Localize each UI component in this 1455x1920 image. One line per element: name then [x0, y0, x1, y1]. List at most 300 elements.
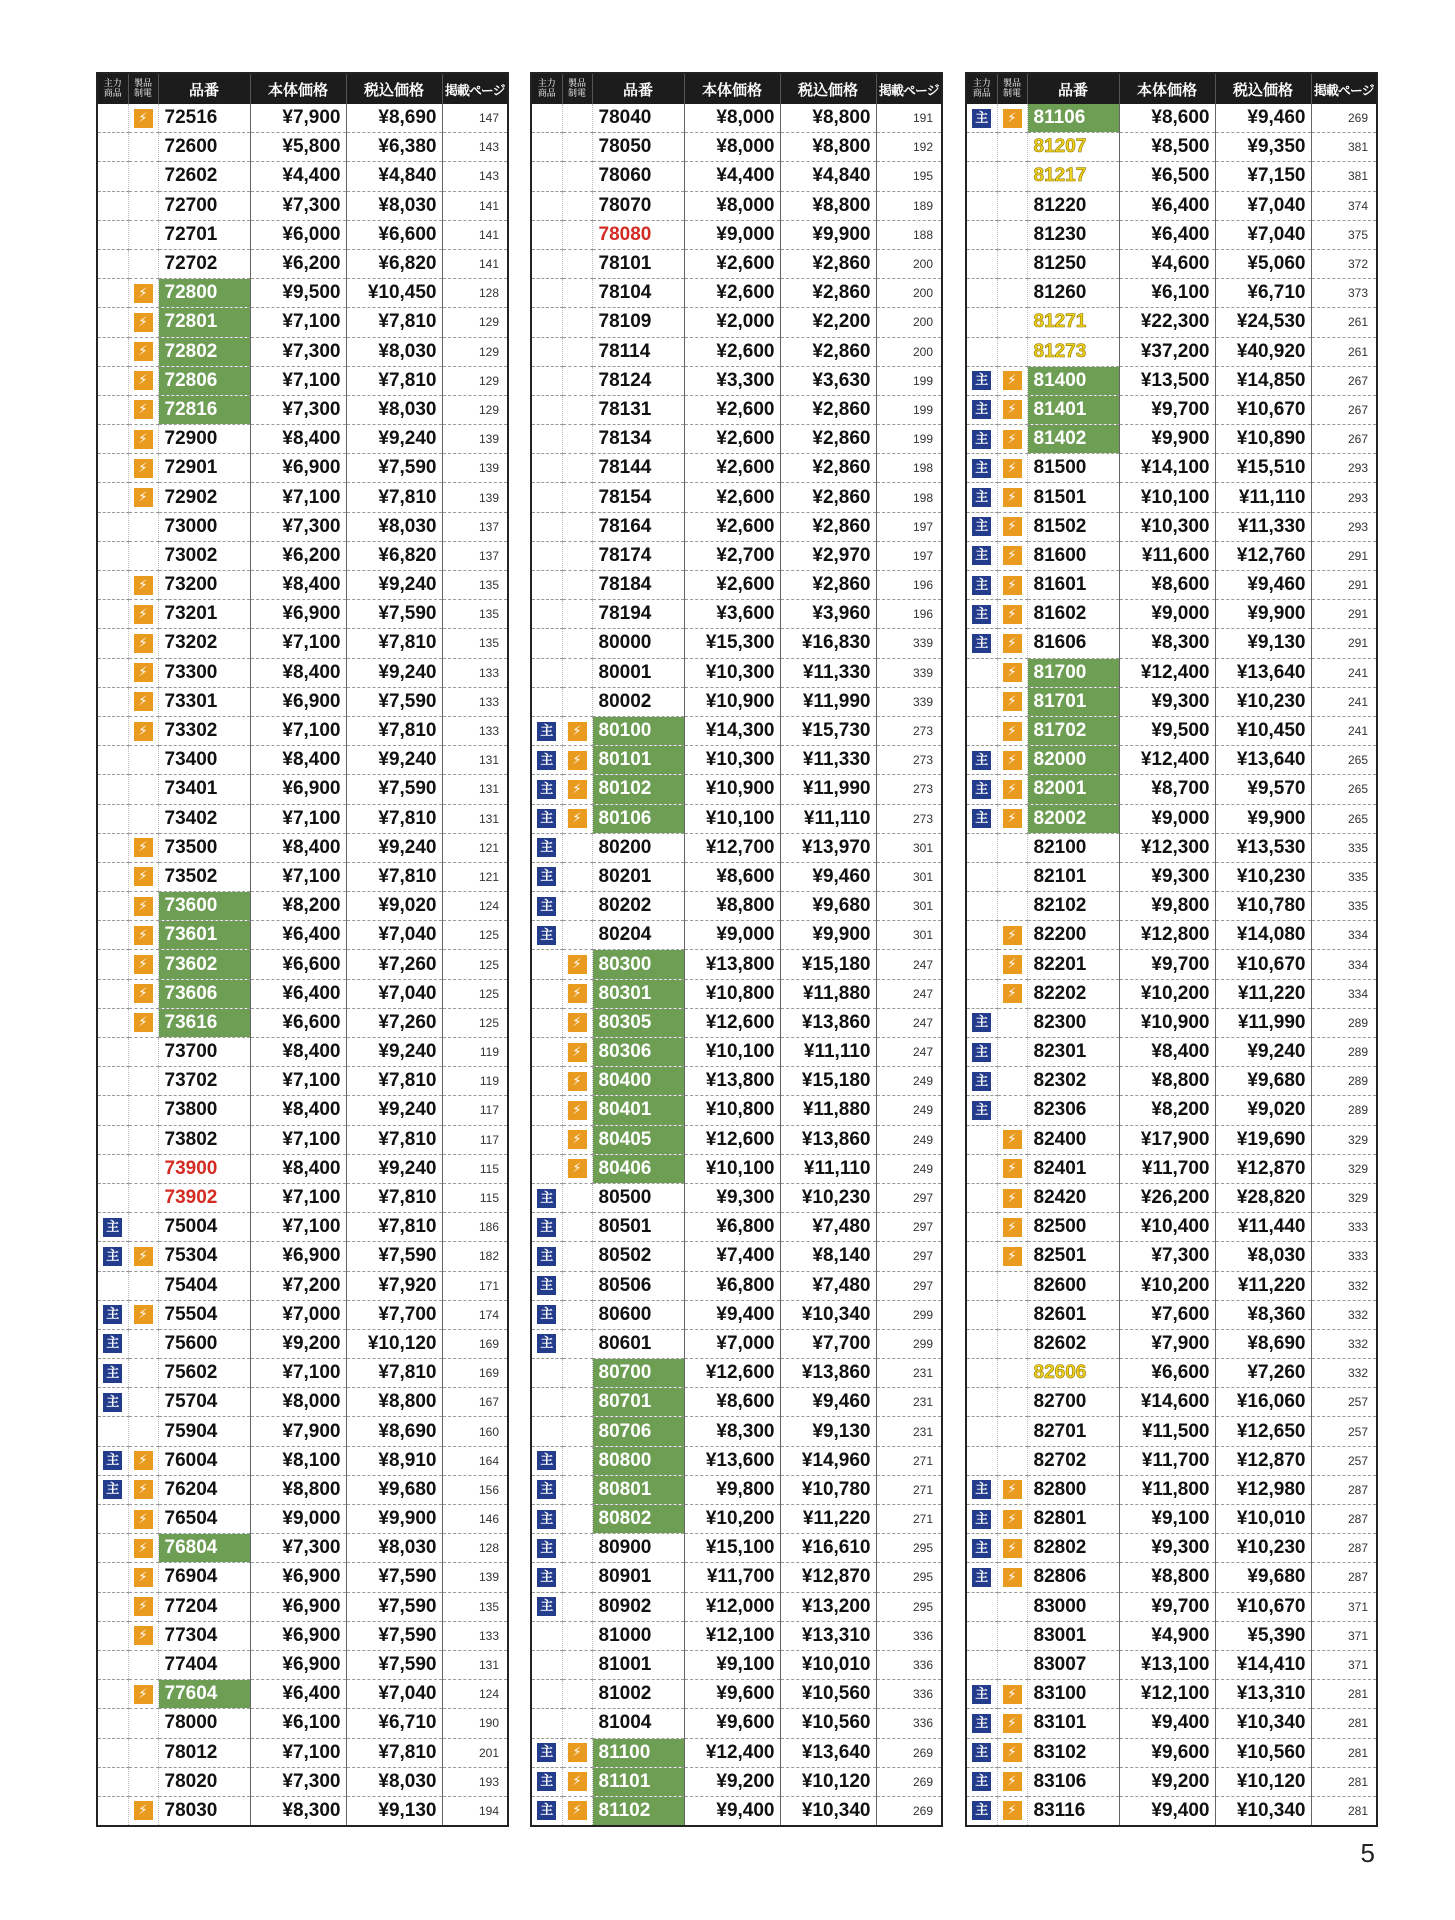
lightning-bolt-icon: ⚡	[134, 430, 153, 449]
page-ref: 289	[1311, 1096, 1376, 1125]
tax-price: ¥9,240	[346, 425, 442, 454]
header-main-product: 主力 商品	[532, 74, 562, 104]
table-row	[98, 1505, 507, 1534]
antistatic-cell	[128, 1154, 158, 1183]
main-product-cell	[532, 921, 562, 950]
base-price: ¥7,100	[250, 1359, 346, 1388]
main-product-cell	[967, 804, 997, 833]
main-product-icon: 主	[537, 926, 556, 945]
tax-price: ¥13,860	[780, 1008, 876, 1037]
table-row	[967, 921, 1376, 950]
tax-price: ¥10,120	[780, 1767, 876, 1796]
tax-price: ¥11,220	[780, 1505, 876, 1534]
table-body	[532, 104, 941, 1825]
page-ref: 125	[442, 950, 507, 979]
main-product-cell	[967, 1271, 997, 1300]
base-price: ¥10,300	[684, 658, 780, 687]
page-ref: 333	[1311, 1213, 1376, 1242]
page-ref: 269	[876, 1738, 941, 1767]
page-ref: 247	[876, 979, 941, 1008]
main-product-cell	[967, 775, 997, 804]
tax-price: ¥8,030	[346, 191, 442, 220]
table-row	[98, 1154, 507, 1183]
main-product-cell	[98, 658, 128, 687]
table-row	[532, 1534, 941, 1563]
page-ref: 381	[1311, 162, 1376, 191]
base-price: ¥12,400	[684, 1738, 780, 1767]
base-price: ¥9,300	[684, 1183, 780, 1212]
tax-price: ¥3,630	[780, 366, 876, 395]
table-row	[532, 1125, 941, 1154]
antistatic-cell	[128, 1709, 158, 1738]
antistatic-cell	[128, 395, 158, 424]
item-code: 75404	[158, 1271, 250, 1300]
page-ref: 135	[442, 571, 507, 600]
base-price: ¥9,500	[250, 279, 346, 308]
main-product-icon: 主	[972, 1043, 991, 1062]
page-ref: 241	[1311, 687, 1376, 716]
table-row	[967, 1213, 1376, 1242]
antistatic-cell	[997, 1096, 1027, 1125]
main-product-cell	[532, 1709, 562, 1738]
antistatic-cell	[128, 1417, 158, 1446]
base-price: ¥7,900	[1119, 1329, 1215, 1358]
tax-price: ¥12,870	[1215, 1446, 1311, 1475]
page-ref: 199	[876, 425, 941, 454]
table-row	[532, 1738, 941, 1767]
tax-price: ¥8,030	[346, 337, 442, 366]
main-product-icon: 主	[972, 546, 991, 565]
antistatic-cell	[997, 1038, 1027, 1067]
table-header	[98, 74, 507, 104]
base-price: ¥7,100	[250, 1183, 346, 1212]
main-product-cell	[98, 1563, 128, 1592]
base-price: ¥9,400	[684, 1796, 780, 1825]
page-ref: 271	[876, 1505, 941, 1534]
page-ref: 332	[1311, 1359, 1376, 1388]
lightning-bolt-icon: ⚡	[568, 1772, 587, 1791]
main-product-cell	[98, 1680, 128, 1709]
base-price: ¥8,300	[1119, 629, 1215, 658]
item-code: 80300	[592, 950, 684, 979]
header-main-product: 主力 商品	[967, 74, 997, 104]
tax-price: ¥6,820	[346, 249, 442, 278]
page-ref: 133	[442, 1621, 507, 1650]
item-code: 72516	[158, 104, 250, 133]
antistatic-cell	[562, 308, 592, 337]
main-product-cell	[532, 220, 562, 249]
antistatic-cell	[997, 775, 1027, 804]
page-ref: 188	[876, 220, 941, 249]
base-price: ¥7,100	[250, 1125, 346, 1154]
lightning-bolt-icon: ⚡	[568, 780, 587, 799]
table-row	[967, 1709, 1376, 1738]
page-ref: 182	[442, 1242, 507, 1271]
page-ref: 301	[876, 921, 941, 950]
antistatic-cell	[128, 629, 158, 658]
page-ref: 301	[876, 892, 941, 921]
antistatic-cell	[128, 658, 158, 687]
lightning-bolt-icon: ⚡	[1003, 576, 1022, 595]
main-product-cell	[98, 775, 128, 804]
antistatic-cell	[997, 1271, 1027, 1300]
item-code: 81502	[1027, 512, 1119, 541]
item-code: 80401	[592, 1096, 684, 1125]
tax-price: ¥10,890	[1215, 425, 1311, 454]
table-row	[98, 1096, 507, 1125]
page-ref: 115	[442, 1154, 507, 1183]
main-product-cell	[967, 1008, 997, 1037]
page-ref: 295	[876, 1534, 941, 1563]
antistatic-cell	[562, 1738, 592, 1767]
tax-price: ¥10,230	[1215, 687, 1311, 716]
base-price: ¥26,200	[1119, 1183, 1215, 1212]
base-price: ¥8,800	[684, 892, 780, 921]
tax-price: ¥7,590	[346, 1592, 442, 1621]
main-product-cell	[532, 862, 562, 891]
base-price: ¥12,700	[684, 833, 780, 862]
main-product-cell	[967, 512, 997, 541]
item-code: 78184	[592, 571, 684, 600]
base-price: ¥6,400	[1119, 191, 1215, 220]
tax-price: ¥13,530	[1215, 833, 1311, 862]
item-code: 78144	[592, 454, 684, 483]
tax-price: ¥8,030	[1215, 1242, 1311, 1271]
antistatic-cell	[997, 1008, 1027, 1037]
base-price: ¥8,300	[250, 1796, 346, 1825]
lightning-bolt-icon: ⚡	[134, 1685, 153, 1704]
antistatic-cell	[562, 483, 592, 512]
base-price: ¥13,500	[1119, 366, 1215, 395]
item-code: 80001	[592, 658, 684, 687]
main-product-cell	[98, 1738, 128, 1767]
main-product-cell	[532, 804, 562, 833]
page-ref: 125	[442, 979, 507, 1008]
tax-price: ¥9,460	[780, 862, 876, 891]
item-code: 83106	[1027, 1767, 1119, 1796]
item-code: 81250	[1027, 249, 1119, 278]
main-product-cell	[967, 1359, 997, 1388]
item-code: 75004	[158, 1213, 250, 1242]
table-row	[532, 1475, 941, 1504]
table-row	[967, 1388, 1376, 1417]
tax-price: ¥10,120	[1215, 1767, 1311, 1796]
lightning-bolt-icon: ⚡	[1003, 692, 1022, 711]
tax-price: ¥6,380	[346, 133, 442, 162]
tax-price: ¥12,650	[1215, 1417, 1311, 1446]
antistatic-cell	[562, 1329, 592, 1358]
lightning-bolt-icon: ⚡	[134, 284, 153, 303]
table-row	[98, 687, 507, 716]
table-row	[967, 162, 1376, 191]
page-ref: 289	[1311, 1067, 1376, 1096]
main-product-cell	[532, 892, 562, 921]
table-row	[967, 1475, 1376, 1504]
tax-price: ¥10,450	[1215, 716, 1311, 745]
tax-price: ¥12,760	[1215, 541, 1311, 570]
main-product-cell	[98, 1096, 128, 1125]
item-code: 80101	[592, 746, 684, 775]
lightning-bolt-icon: ⚡	[568, 751, 587, 770]
base-price: ¥12,600	[684, 1125, 780, 1154]
base-price: ¥6,400	[250, 921, 346, 950]
base-price: ¥8,400	[250, 833, 346, 862]
page-ref: 195	[876, 162, 941, 191]
item-code: 73300	[158, 658, 250, 687]
base-price: ¥8,000	[250, 1388, 346, 1417]
tax-price: ¥7,810	[346, 483, 442, 512]
antistatic-cell	[997, 804, 1027, 833]
antistatic-cell	[997, 454, 1027, 483]
main-product-cell	[967, 833, 997, 862]
tax-price: ¥7,040	[346, 921, 442, 950]
item-code: 82201	[1027, 950, 1119, 979]
tax-price: ¥10,120	[346, 1329, 442, 1358]
main-product-cell	[532, 395, 562, 424]
table-row	[532, 454, 941, 483]
main-product-cell	[98, 1242, 128, 1271]
lightning-bolt-icon: ⚡	[568, 1801, 587, 1820]
base-price: ¥8,400	[250, 1038, 346, 1067]
tax-price: ¥10,340	[1215, 1709, 1311, 1738]
table-row	[967, 308, 1376, 337]
tax-price: ¥9,130	[1215, 629, 1311, 658]
tax-price: ¥9,240	[346, 833, 442, 862]
main-product-icon: 主	[972, 1480, 991, 1499]
tax-price: ¥9,240	[346, 1038, 442, 1067]
main-product-cell	[98, 249, 128, 278]
lightning-bolt-icon: ⚡	[1003, 546, 1022, 565]
item-code: 78030	[158, 1796, 250, 1825]
table-row	[98, 1767, 507, 1796]
main-product-cell	[967, 1096, 997, 1125]
main-product-icon: 主	[103, 1305, 122, 1324]
tax-price: ¥9,240	[346, 658, 442, 687]
item-code: 82102	[1027, 892, 1119, 921]
antistatic-cell	[128, 483, 158, 512]
page-ref: 287	[1311, 1534, 1376, 1563]
antistatic-cell	[562, 1796, 592, 1825]
antistatic-cell	[562, 1680, 592, 1709]
header-tax-price: 税込価格	[780, 74, 876, 104]
main-product-cell	[967, 1709, 997, 1738]
tax-price: ¥2,970	[780, 541, 876, 570]
main-product-icon: 主	[972, 576, 991, 595]
main-product-cell	[98, 1300, 128, 1329]
antistatic-cell	[562, 1038, 592, 1067]
page-ref: 191	[876, 104, 941, 133]
table-row	[98, 571, 507, 600]
main-product-icon: 主	[972, 751, 991, 770]
base-price: ¥9,700	[1119, 395, 1215, 424]
tax-price: ¥8,800	[780, 133, 876, 162]
base-price: ¥9,000	[1119, 804, 1215, 833]
tax-price: ¥10,780	[1215, 892, 1311, 921]
base-price: ¥7,300	[250, 395, 346, 424]
tax-price: ¥14,080	[1215, 921, 1311, 950]
antistatic-cell	[997, 892, 1027, 921]
antistatic-cell	[562, 1563, 592, 1592]
main-product-cell	[967, 1505, 997, 1534]
item-code: 80400	[592, 1067, 684, 1096]
antistatic-cell	[128, 1621, 158, 1650]
antistatic-cell	[128, 425, 158, 454]
table-row	[967, 1767, 1376, 1796]
main-product-cell	[532, 1359, 562, 1388]
tax-price: ¥12,980	[1215, 1475, 1311, 1504]
page-ref: 301	[876, 833, 941, 862]
main-product-icon: 主	[972, 1714, 991, 1733]
main-product-cell	[98, 687, 128, 716]
main-product-cell	[967, 483, 997, 512]
table-row	[967, 279, 1376, 308]
item-code: 81260	[1027, 279, 1119, 308]
tax-price: ¥6,820	[346, 541, 442, 570]
tax-price: ¥7,810	[346, 862, 442, 891]
table-row	[98, 1475, 507, 1504]
base-price: ¥12,300	[1119, 833, 1215, 862]
antistatic-cell	[997, 512, 1027, 541]
main-product-cell	[967, 1534, 997, 1563]
main-product-cell	[532, 833, 562, 862]
base-price: ¥13,800	[684, 950, 780, 979]
tax-price: ¥10,340	[1215, 1796, 1311, 1825]
page-ref: 289	[1311, 1008, 1376, 1037]
item-code: 73800	[158, 1096, 250, 1125]
page-ref: 131	[442, 775, 507, 804]
item-code: 78012	[158, 1738, 250, 1767]
table-row	[98, 308, 507, 337]
base-price: ¥10,800	[684, 979, 780, 1008]
antistatic-cell	[128, 454, 158, 483]
page-ref: 257	[1311, 1417, 1376, 1446]
antistatic-cell	[128, 1592, 158, 1621]
base-price: ¥7,300	[1119, 1242, 1215, 1271]
antistatic-cell	[997, 1563, 1027, 1592]
antistatic-cell	[562, 337, 592, 366]
table-row	[532, 892, 941, 921]
item-code: 75304	[158, 1242, 250, 1271]
tax-price: ¥16,830	[780, 629, 876, 658]
base-price: ¥10,200	[1119, 979, 1215, 1008]
main-product-cell	[532, 1796, 562, 1825]
base-price: ¥8,200	[1119, 1096, 1215, 1125]
item-code: 80802	[592, 1505, 684, 1534]
base-price: ¥14,300	[684, 716, 780, 745]
page-ref: 199	[876, 395, 941, 424]
main-product-cell	[98, 746, 128, 775]
base-price: ¥8,600	[684, 862, 780, 891]
antistatic-cell	[562, 1008, 592, 1037]
lightning-bolt-icon: ⚡	[134, 400, 153, 419]
page-ref: 273	[876, 746, 941, 775]
antistatic-cell	[128, 1271, 158, 1300]
main-product-cell	[98, 454, 128, 483]
table-row	[532, 133, 941, 162]
main-product-cell	[98, 1271, 128, 1300]
base-price: ¥9,400	[1119, 1709, 1215, 1738]
main-product-cell	[532, 454, 562, 483]
tax-price: ¥7,590	[346, 1563, 442, 1592]
antistatic-cell	[997, 249, 1027, 278]
base-price: ¥11,700	[1119, 1446, 1215, 1475]
item-code: 77204	[158, 1592, 250, 1621]
page-ref: 299	[876, 1300, 941, 1329]
main-product-icon: 主	[972, 1568, 991, 1587]
main-product-cell	[532, 133, 562, 162]
antistatic-cell	[997, 716, 1027, 745]
base-price: ¥12,400	[1119, 746, 1215, 775]
tax-price: ¥19,690	[1215, 1125, 1311, 1154]
antistatic-cell	[128, 1183, 158, 1212]
base-price: ¥6,900	[250, 775, 346, 804]
page-ref: 336	[876, 1680, 941, 1709]
table-row	[532, 600, 941, 629]
antistatic-cell	[128, 892, 158, 921]
tax-price: ¥8,030	[346, 1534, 442, 1563]
antistatic-cell	[128, 366, 158, 395]
table-row	[532, 979, 941, 1008]
table-row	[967, 746, 1376, 775]
antistatic-cell	[997, 483, 1027, 512]
header-base-price: 本体価格	[684, 74, 780, 104]
tax-price: ¥9,130	[346, 1796, 442, 1825]
item-code: 82302	[1027, 1067, 1119, 1096]
antistatic-cell	[997, 1242, 1027, 1271]
tax-price: ¥3,960	[780, 600, 876, 629]
antistatic-cell	[562, 1271, 592, 1300]
antistatic-cell	[997, 1709, 1027, 1738]
page-ref: 257	[1311, 1388, 1376, 1417]
page-ref: 197	[876, 512, 941, 541]
base-price: ¥8,300	[684, 1417, 780, 1446]
page-ref: 131	[442, 746, 507, 775]
table-header	[967, 74, 1376, 104]
tax-price: ¥15,180	[780, 950, 876, 979]
page-ref: 335	[1311, 833, 1376, 862]
main-product-icon: 主	[972, 634, 991, 653]
lightning-bolt-icon: ⚡	[134, 1013, 153, 1032]
tax-price: ¥2,860	[780, 337, 876, 366]
antistatic-cell	[128, 571, 158, 600]
main-product-icon: 主	[537, 780, 556, 799]
base-price: ¥10,300	[1119, 512, 1215, 541]
antistatic-cell	[997, 366, 1027, 395]
page-ref: 339	[876, 629, 941, 658]
base-price: ¥13,800	[684, 1067, 780, 1096]
antistatic-cell	[128, 1038, 158, 1067]
page-ref: 267	[1311, 395, 1376, 424]
page-ref: 129	[442, 337, 507, 366]
page-ref: 249	[876, 1067, 941, 1096]
item-code: 73401	[158, 775, 250, 804]
tax-price: ¥14,960	[780, 1446, 876, 1475]
table-row	[98, 425, 507, 454]
main-product-icon: 主	[972, 1772, 991, 1791]
tax-price: ¥8,360	[1215, 1300, 1311, 1329]
item-code: 78114	[592, 337, 684, 366]
page-ref: 335	[1311, 892, 1376, 921]
tax-price: ¥9,240	[1215, 1038, 1311, 1067]
tax-price: ¥11,330	[1215, 512, 1311, 541]
item-code: 81000	[592, 1621, 684, 1650]
tax-price: ¥7,810	[346, 1359, 442, 1388]
tax-price: ¥13,640	[780, 1738, 876, 1767]
main-product-cell	[98, 1329, 128, 1358]
tax-price: ¥7,150	[1215, 162, 1311, 191]
item-code: 80501	[592, 1213, 684, 1242]
base-price: ¥9,300	[1119, 687, 1215, 716]
